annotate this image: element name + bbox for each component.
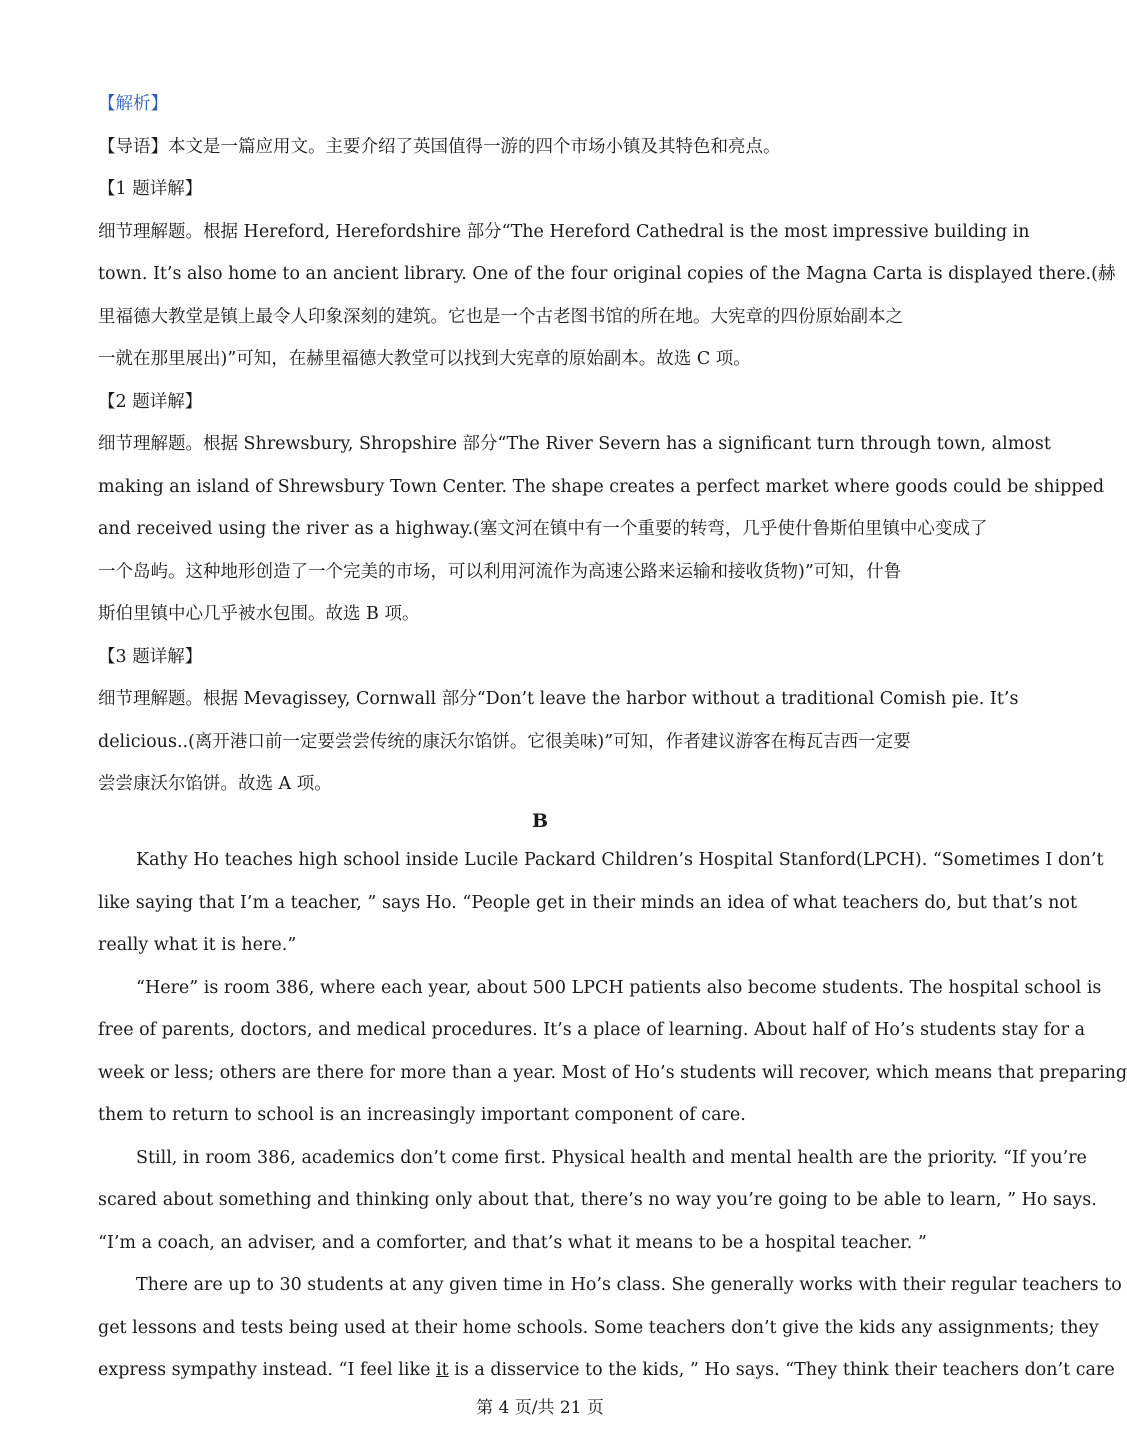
passage-line: scared about something and thinking only about that, there’s no way you’re going to be able to learn, ” Ho says.: [98, 1190, 1097, 1210]
q1-title: 【1 题详解】: [98, 179, 203, 199]
section-heading-b: B: [531, 810, 549, 832]
passage-line-with-underline: [98, 1358, 1115, 1382]
q3-line: 尝尝康沃尔馅饼。故选 A 项。: [98, 774, 332, 794]
passage-line: them to return to school is an increasingly important component of care.: [98, 1105, 746, 1125]
q2-line: making an island of Shrewsbury Town Center. The shape creates a perfect market where goods could be shipped: [98, 477, 1105, 497]
analysis-label: 【解析】: [98, 94, 168, 114]
q3-title: 【3 题详解】: [98, 647, 203, 667]
passage-line: week or less; others are there for more than a year. Most of Ho’s students will recover, which means that preparing: [98, 1063, 1127, 1083]
q1-line: 一就在那里展出)”可知，在赫里福德大教堂可以找到大宪章的原始副本。故选 C 项。: [98, 349, 751, 369]
q1-line: 里福德大教堂是镇上最令人印象深刻的建筑。它也是一个古老图书馆的所在地。大宪章的四份原始副本之: [98, 307, 903, 327]
q3-line: 细节理解题。根据 Mevagissey, Cornwall 部分“Don’t leave the harbor without a traditional Comish pie. It’s: [98, 689, 1019, 709]
passage-line: There are up to 30 students at any given time in Ho’s class. She generally works with their regular teachers to: [136, 1275, 1122, 1295]
intro-line: 【导语】本文是一篇应用文。主要介绍了英国值得一游的四个市场小镇及其特色和亮点。: [98, 137, 781, 157]
passage-line: “I’m a coach, an adviser, and a comforter, and that’s what it means to be a hospital teacher. ”: [98, 1233, 927, 1253]
q2-title: 【2 题详解】: [98, 392, 203, 412]
q2-line: 细节理解题。根据 Shrewsbury, Shropshire 部分“The River Severn has a significant turn through town, almost: [98, 434, 1051, 454]
page-footer: 第 4 页/共 21 页: [476, 1398, 604, 1418]
passage-line: Still, in room 386, academics don’t come first. Physical health and mental health are the priority. “If you’re: [136, 1148, 1087, 1168]
q1-line: town. It’s also home to an ancient library. One of the four original copies of the Magna Carta is displayed there.(赫: [98, 264, 1116, 284]
passage-line: Kathy Ho teaches high school inside Lucile Packard Children’s Hospital Stanford(LPCH). “Sometimes I don’t: [136, 850, 1104, 870]
underlined-word: it: [436, 1360, 449, 1380]
passage-text: is a disservice to the kids, ”: [448, 1360, 705, 1380]
passage-line: “Here” is room 386, where each year, about 500 LPCH patients also become students. The hospital school is: [136, 978, 1102, 998]
passage-text: Ho says. “They think their teachers don’t care: [704, 1360, 1115, 1380]
q2-line: and received using the river as a highway.(塞文河在镇中有一个重要的转弯，几乎使什鲁斯伯里镇中心变成了: [98, 519, 988, 539]
q3-line: delicious..(离开港口前一定要尝尝传统的康沃尔馅饼。它很美味)”可知，作者建议游客在梅瓦吉西一定要: [98, 732, 911, 752]
passage-line: like saying that I’m a teacher, ” says Ho. “People get in their minds an idea of what teachers do, but that’s not: [98, 893, 1078, 913]
q1-line: 细节理解题。根据 Hereford, Herefordshire 部分“The Hereford Cathedral is the most impressive building in: [98, 222, 1030, 242]
passage-line: free of parents, doctors, and medical procedures. It’s a place of learning. About half of Ho’s students stay for a: [98, 1020, 1086, 1040]
passage-line: really what it is here.”: [98, 935, 297, 955]
q2-line: 斯伯里镇中心几乎被水包围。故选 B 项。: [98, 604, 420, 624]
passage-line: get lessons and tests being used at their home schools. Some teachers don’t give the kids any assignments; they: [98, 1318, 1099, 1338]
q2-line: 一个岛屿。这种地形创造了一个完美的市场，可以利用河流作为高速公路来运输和接收货物)”可知，什鲁: [98, 562, 902, 582]
passage-text: express sympathy instead. “I feel like: [98, 1360, 437, 1380]
